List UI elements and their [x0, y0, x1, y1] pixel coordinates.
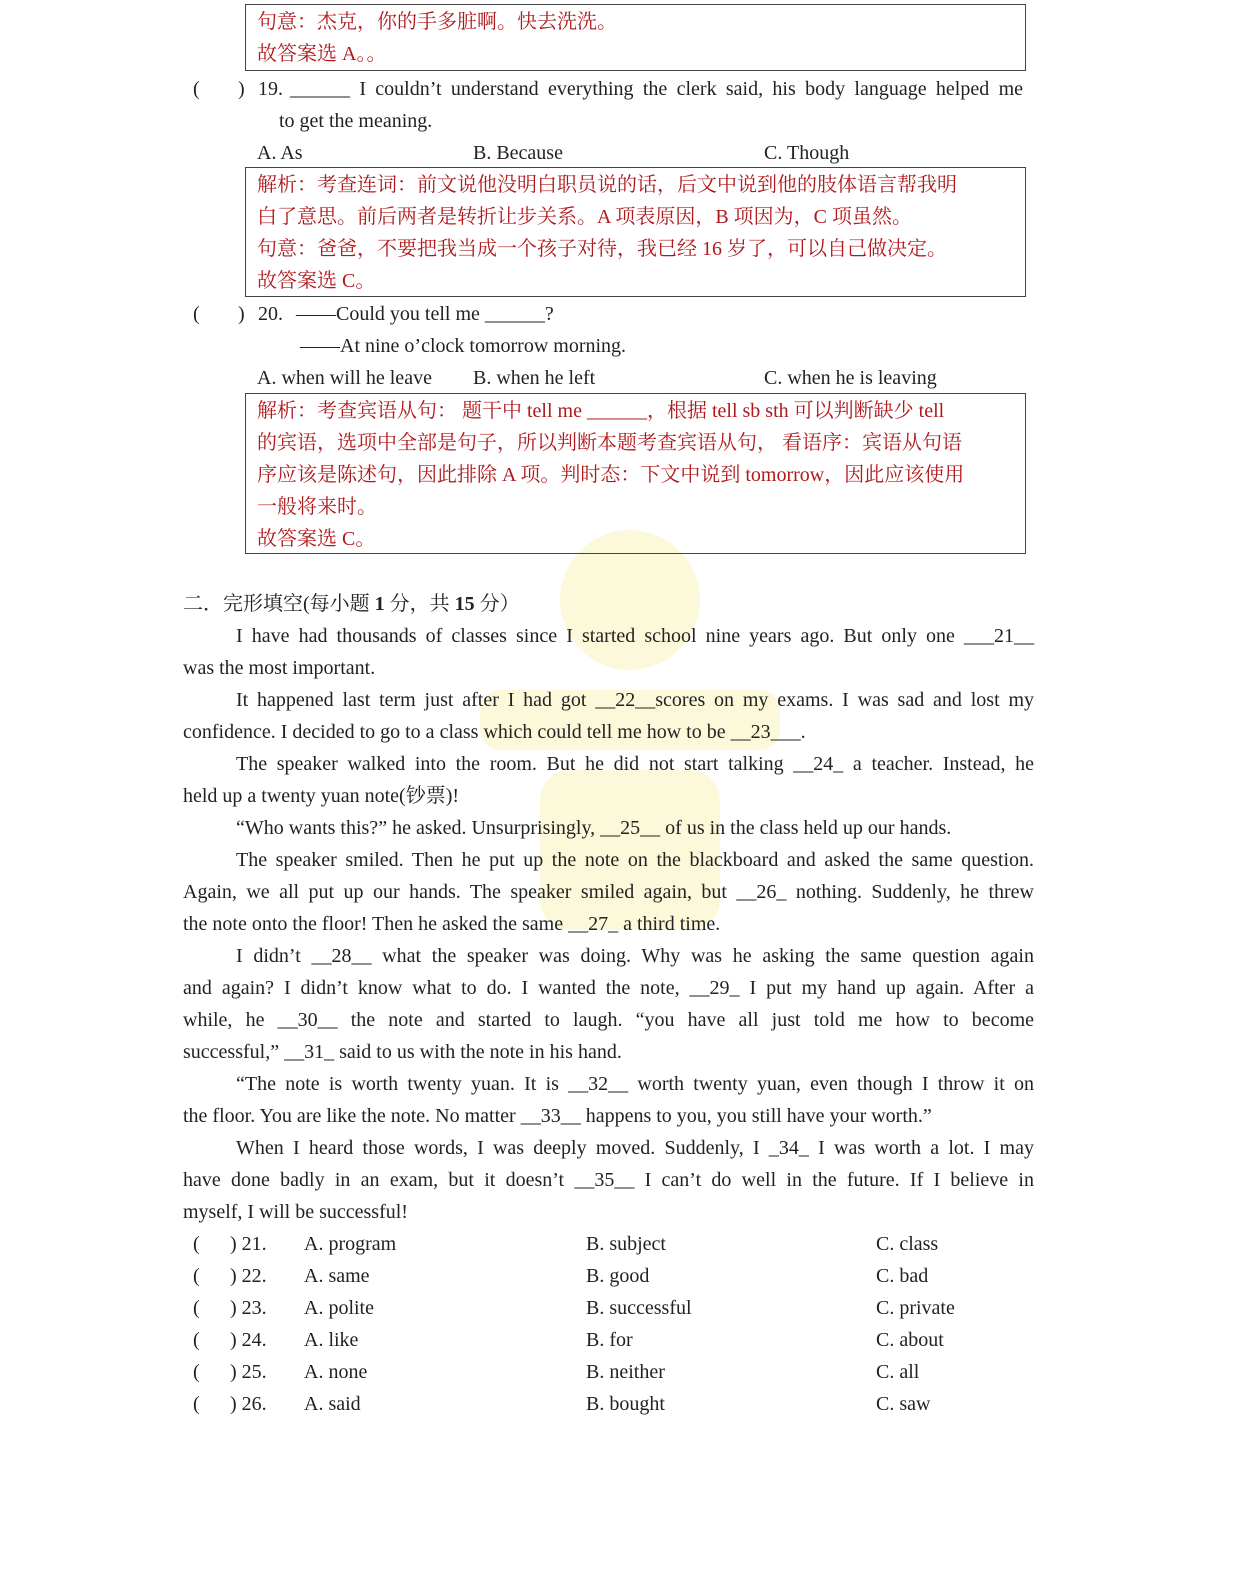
option-row-paren: (: [193, 1393, 200, 1415]
q19-option-a: A. As: [257, 142, 303, 164]
option-row-b: B. bought: [586, 1393, 665, 1415]
passage-line: myself, I will be successful!: [183, 1201, 408, 1223]
q20-analysis-line-2: 的宾语，选项中全部是句子，所以判断本题考查宾语从句， 看语序：宾语从句语: [257, 432, 962, 454]
section-2-heading-text: 二．完形填空(每小题: [183, 593, 375, 615]
passage-line: The speaker walked into the room. But he did not start talking __24_ a teacher. Instead, he: [236, 753, 1034, 775]
option-row-paren: (: [193, 1361, 200, 1383]
passage-line: I have had thousands of classes since I started school nine years ago. But only one ___21__: [236, 625, 1034, 647]
section-2-points-total: 15: [454, 593, 475, 615]
option-row-b: B. good: [586, 1265, 650, 1287]
passage-line: have done badly in an exam, but it doesn’t __35__ I can’t do well in the future. If I believe in: [183, 1169, 1034, 1191]
option-row-number: ) 23.: [230, 1297, 267, 1319]
option-row-a: A. polite: [304, 1297, 374, 1319]
passage-line: When I heard those words, I was deeply moved. Suddenly, I _34_ I was worth a lot. I may: [236, 1137, 1034, 1159]
q20-answer-line: 故答案选 C。: [257, 528, 376, 550]
option-row-number: ) 25.: [230, 1361, 267, 1383]
passage-line: the floor. You are like the note. No matter __33__ happens to you, you still have your worth.”: [183, 1105, 932, 1127]
q19-stem: ______ I couldn’t understand everything the clerk said, his body language helped me: [290, 78, 1023, 100]
section-2-heading-mid: 分，共: [384, 593, 455, 615]
passage-line: “The note is worth twenty yuan. It is __32__ worth twenty yuan, even though I throw it on: [236, 1073, 1034, 1095]
option-row-b: B. neither: [586, 1361, 665, 1383]
passage-line: The speaker smiled. Then he put up the note on the blackboard and asked the same question.: [236, 849, 1034, 871]
q20-stem: ——Could you tell me ______?: [296, 303, 554, 325]
q20-option-a: A. when will he leave: [257, 367, 432, 389]
option-row-c: C. private: [876, 1297, 955, 1319]
q19-option-c: C. Though: [764, 142, 850, 164]
passage-line: the note onto the floor! Then he asked the same __27_ a third time.: [183, 913, 721, 935]
q19-option-b: B. Because: [473, 142, 563, 164]
passage-line: It happened last term just after I had got __22__scores on my exams. I was sad and lost my: [236, 689, 1034, 711]
q19-stem-cont: to get the meaning.: [279, 110, 433, 132]
q20-number: 20.: [258, 303, 283, 325]
q18-answer-line: 故答案选 A。。: [257, 43, 387, 65]
q20-analysis-line-4: 一般将来时。: [257, 496, 377, 518]
q20-analysis-line-1: 解析：考查宾语从句： 题干中 tell me ______，根据 tell sb sth 可以判断缺少 tell: [257, 400, 945, 422]
q20-answer-paren-close: ): [238, 303, 245, 325]
option-row-a: A. program: [304, 1233, 397, 1255]
passage-line: “Who wants this?” he asked. Unsurprisingly, __25__ of us in the class held up our hands.: [236, 817, 952, 839]
option-row-number: ) 21.: [230, 1233, 267, 1255]
passage-line: I didn’t __28__ what the speaker was doing. Why was he asking the same question again: [236, 945, 1034, 967]
section-2-heading-end: 分）: [474, 593, 520, 615]
option-row-number: ) 22.: [230, 1265, 267, 1287]
passage-line: and again? I didn’t know what to do. I wanted the note, __29_ I put my hand up again. After a: [183, 977, 1034, 999]
q20-analysis-line-3: 序应该是陈述句，因此排除 A 项。判时态：下文中说到 tomorrow，因此应该使用: [257, 464, 965, 486]
q19-answer-paren-close: ): [238, 78, 245, 100]
option-row-a: A. said: [304, 1393, 361, 1415]
option-row-paren: (: [193, 1329, 200, 1351]
passage-line: was the most important.: [183, 657, 376, 679]
q20-answer-paren-open: (: [193, 303, 200, 325]
passage-line: held up a twenty yuan note(钞票)!: [183, 785, 460, 807]
option-row-b: B. successful: [586, 1297, 692, 1319]
passage-line: successful,” __31_ said to us with the note in his hand.: [183, 1041, 622, 1063]
option-row-number: ) 24.: [230, 1329, 267, 1351]
section-2-points-each: 1: [374, 593, 385, 615]
q19-number: 19.: [258, 78, 283, 100]
option-row-paren: (: [193, 1297, 200, 1319]
passage-line: Again, we all put up our hands. The speaker smiled again, but __26_ nothing. Suddenly, he threw: [183, 881, 1034, 903]
option-row-b: B. for: [586, 1329, 633, 1351]
option-row-c: C. about: [876, 1329, 944, 1351]
option-row-c: C. all: [876, 1361, 920, 1383]
option-row-c: C. class: [876, 1233, 939, 1255]
option-row-a: A. none: [304, 1361, 368, 1383]
option-row-a: A. same: [304, 1265, 370, 1287]
q20-option-c: C. when he is leaving: [764, 367, 937, 389]
q20-stem-reply: ——At nine o’clock tomorrow morning.: [300, 335, 627, 357]
option-row-a: A. like: [304, 1329, 359, 1351]
section-2-heading: [183, 590, 520, 618]
q19-analysis-line-2: 白了意思。前后两者是转折让步关系。A 项表原因，B 项因为，C 项虽然。: [257, 206, 913, 228]
passage-line: confidence. I decided to go to a class which could tell me how to be __23___.: [183, 721, 806, 743]
q19-answer-paren-open: (: [193, 78, 200, 100]
q20-option-b: B. when he left: [473, 367, 596, 389]
q19-answer-line: 故答案选 C。: [257, 270, 376, 292]
option-row-c: C. bad: [876, 1265, 929, 1287]
passage-line: while, he __30__ the note and started to laugh. “you have all just told me how to become: [183, 1009, 1034, 1031]
q18-analysis-line: 句意：杰克，你的手多脏啊。快去洗洗。: [257, 11, 617, 33]
q19-analysis-line-3: 句意：爸爸，不要把我当成一个孩子对待，我已经 16 岁了，可以自己做决定。: [257, 238, 947, 260]
option-row-c: C. saw: [876, 1393, 931, 1415]
q19-analysis-line-1: 解析：考查连词：前文说他没明白职员说的话，后文中说到他的肢体语言帮我明: [257, 174, 957, 196]
option-row-paren: (: [193, 1265, 200, 1287]
option-row-b: B. subject: [586, 1233, 666, 1255]
option-row-number: ) 26.: [230, 1393, 267, 1415]
option-row-paren: (: [193, 1233, 200, 1255]
